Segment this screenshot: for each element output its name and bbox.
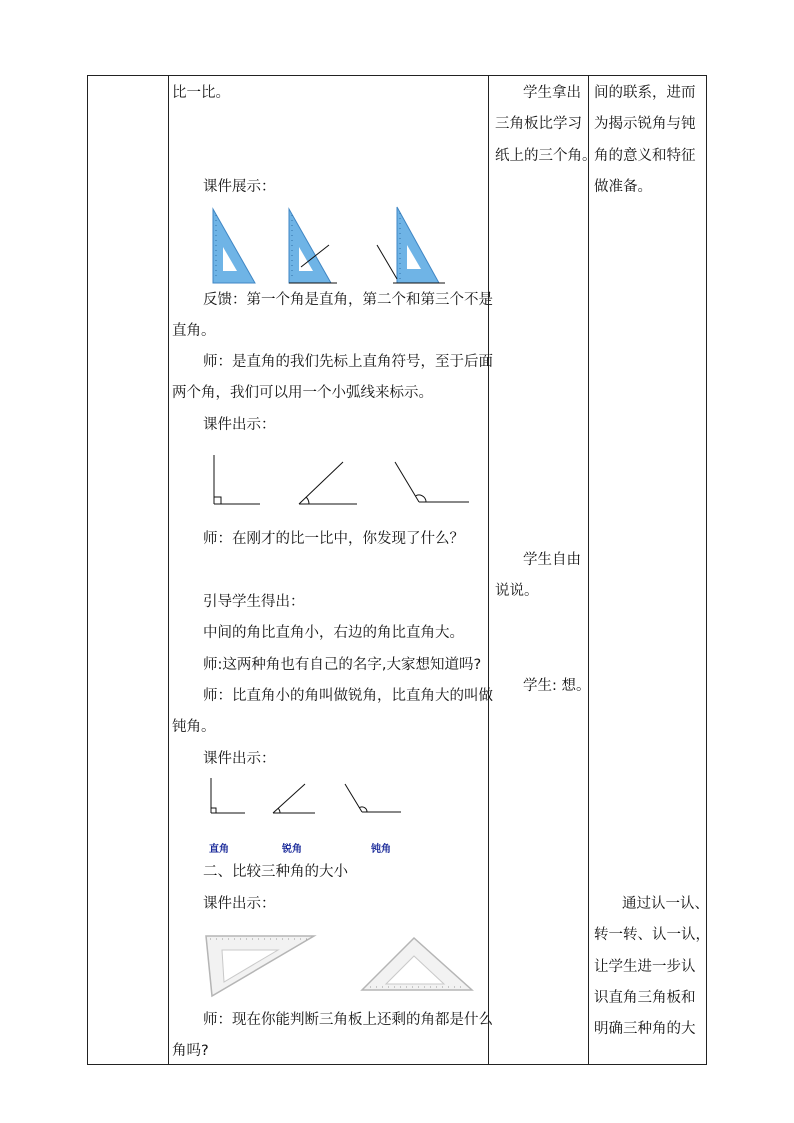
acute-angle-figure <box>299 462 357 504</box>
text-line: 两个角，我们可以用一个小弧线来标示。 <box>172 385 433 401</box>
three-angles-figure <box>205 450 480 510</box>
acute-angle-label: 锐角 <box>282 844 302 855</box>
obtuse-angle-figure <box>345 784 401 812</box>
text-line: 反馈：第一个角是直角，第二个和第三个不是 <box>203 292 493 308</box>
column-divider <box>588 76 589 1064</box>
column-divider <box>488 76 489 1064</box>
text-line: 师：现在你能判断三角板上还剩的角都是什么 <box>203 1012 493 1028</box>
text-line: 师:这两种角也有自己的名字,大家想知道吗? <box>203 657 482 673</box>
right-angle-figure <box>214 455 260 504</box>
text-line: 角吗? <box>172 1043 209 1059</box>
text-line: 师：是直角的我们先标上直角符号，至于后面 <box>203 354 493 370</box>
design-intent-line: 通过认一认、 <box>622 896 709 912</box>
obtuse-angle-figure <box>395 462 469 502</box>
design-intent-line: 做准备。 <box>594 179 652 195</box>
set-square-30-60 <box>206 936 314 996</box>
student-activity-line: 说说。 <box>495 583 539 599</box>
right-angle-label: 直角 <box>209 844 229 855</box>
triangle-ruler-1 <box>213 209 255 283</box>
right-angle-figure <box>211 778 245 813</box>
student-activity-line: 学生拿出 <box>523 85 581 101</box>
text-line: 师：在刚才的比一比中，你发现了什么？ <box>203 531 464 547</box>
triangle-ruler-comparison-figure <box>205 205 450 287</box>
text-line: 课件出示： <box>203 417 276 433</box>
set-square-45-45 <box>362 938 472 990</box>
design-intent-line: 让学生进一步认 <box>594 959 696 975</box>
triangle-ruler-2 <box>289 209 337 283</box>
text-line: 比一比。 <box>172 85 230 101</box>
text-line: 引导学生得出： <box>203 594 305 610</box>
design-intent-line: 为揭示锐角与钝 <box>594 116 696 132</box>
text-line: 中间的角比直角小，右边的角比直角大。 <box>203 625 464 641</box>
design-intent-line: 角的意义和特征 <box>594 148 696 164</box>
set-squares-figure <box>200 928 480 1000</box>
student-activity-line: 学生自由 <box>523 552 581 568</box>
design-intent-line: 转一转、认一认， <box>594 927 710 943</box>
student-activity-line: 学生: 想。 <box>523 678 591 694</box>
acute-angle-figure <box>273 784 315 813</box>
text-line: 师：比直角小的角叫做锐角，比直角大的叫做 <box>203 688 493 704</box>
design-intent-line: 识直角三角板和 <box>594 990 696 1006</box>
triangle-ruler-3 <box>377 207 445 283</box>
text-line: 课件出示： <box>203 751 276 767</box>
design-intent-line: 明确三种角的大 <box>594 1021 696 1037</box>
text-line: 课件出示： <box>203 896 276 912</box>
student-activity-line: 纸上的三个角。 <box>495 148 597 164</box>
section-heading: 二、比较三种角的大小 <box>203 864 348 880</box>
named-angles-figure <box>205 775 405 817</box>
text-line: 钝角。 <box>172 719 216 735</box>
text-line: 课件展示： <box>203 179 276 195</box>
student-activity-line: 三角板比学习 <box>495 116 582 132</box>
text-line: 直角。 <box>172 323 216 339</box>
column-divider <box>168 76 169 1064</box>
obtuse-angle-label: 钝角 <box>371 844 391 855</box>
design-intent-line: 间的联系，进而 <box>594 85 696 101</box>
